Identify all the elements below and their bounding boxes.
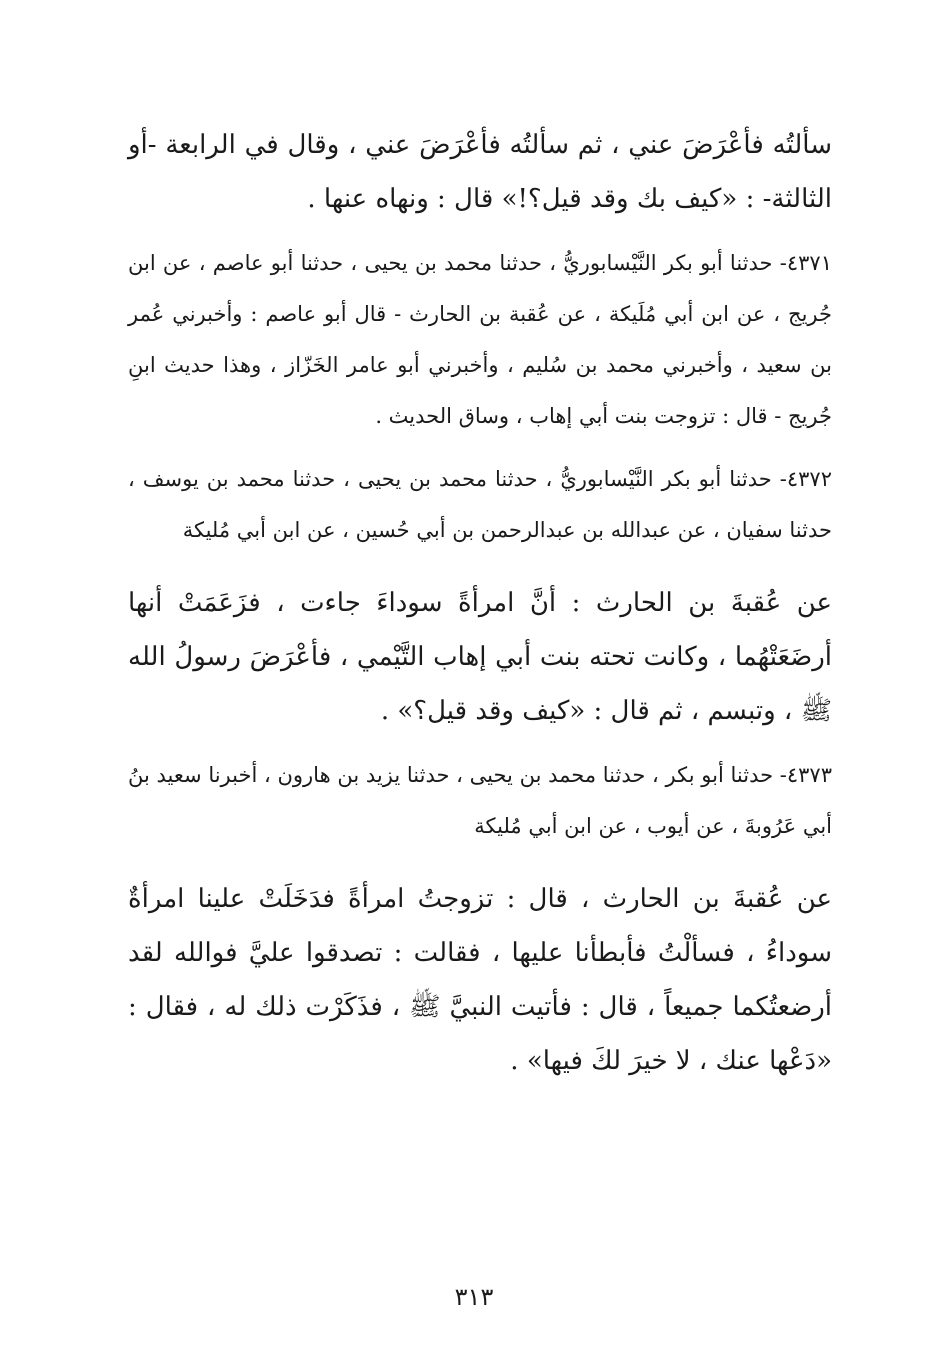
page-number: ٣١٣	[454, 1283, 494, 1311]
isnad-4372: ٤٣٧٢- حدثنا أبو بكر النَّيْسابوريُّ ، حدثنا محمد بن يحيى ، حدثنا محمد بن يوسف ، حدثنا سفيان ، عن عبدالله بن عبدالرحمن بن أبي حُسين ، عن ابن أبي مُليكة	[128, 467, 832, 542]
hadith-text-4373: عن عُقبةَ بن الحارث ، قال : تزوجتُ امرأةً فدَخَلَتْ علينا امرأةٌ سوداءُ ، فسألْتُ فأبطأنا عليها ، فقالت : تصدقوا عليَّ فوالله لقد أرضعتُكما جميعاً ، قال : فأتيت النبيَّ ﷺ ، فذَكَرْت ذلك له ، فقال : «دَعْها عنك ، لا خيرَ لكَ فيها» .	[128, 884, 832, 1076]
hadith-text-continuation: سألتُه فأعْرَضَ عني ، ثم سألتُه فأعْرَضَ عني ، وقال في الرابعة -أو الثالثة- : «كيف بك وقد قيل؟!» قال : ونهاه عنها .	[128, 130, 832, 214]
page-body	[128, 118, 832, 1088]
isnad-4371: ٤٣٧١- حدثنا أبو بكر النَّيْسابوريُّ ، حدثنا محمد بن يحيى ، حدثنا أبو عاصم ، عن ابن جُريج ، عن ابن أبي مُلَيكة ، عن عُقبة بن الحارث - قال أبو عاصم : وأخبرني عُمر بن سعيد ، وأخبرني محمد بن سُليم ، وأخبرني أبو عامر الخَزّاز ، وهذا حديث ابنِ جُريج - قال : تزوجت بنت أبي إهاب ، وساق الحديث .	[128, 251, 832, 428]
hadith-text-4372: عن عُقبةَ بن الحارث : أنَّ امرأةً سوداءَ جاءت ، فزَعَمَتْ أنها أرضَعَتْهُما ، وكانت تحته بنت أبي إهاب التَّيْمي ، فأعْرَضَ رسولُ الله ﷺ ، وتبسم ، ثم قال : «كيف وقد قيل؟» .	[128, 588, 832, 726]
isnad-4373: ٤٣٧٣- حدثنا أبو بكر ، حدثنا محمد بن يحيى ، حدثنا يزيد بن هارون ، أخبرنا سعيد بنُ أبي عَرُوبةَ ، عن أيوب ، عن ابن أبي مُليكة	[128, 763, 832, 838]
